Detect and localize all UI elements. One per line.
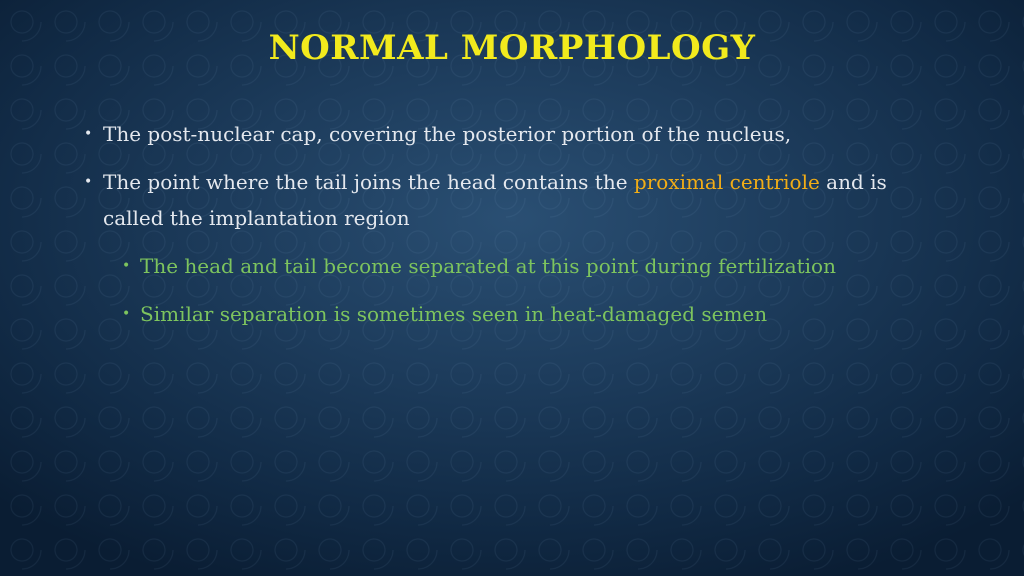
sub-bullet-text: Similar separation is sometimes seen in heat-damaged semen [140,302,768,326]
bullet-item [84,164,940,236]
highlight-term: proximal centriole [633,170,820,194]
slide-title: NORMAL MORPHOLOGY [268,28,756,68]
bullet-dot-icon: • [122,258,131,274]
bullet-text: The post-nuclear cap, covering the posterior portion of the nucleus, [103,122,792,146]
bullet-text-end: and is called the implantation region [103,170,887,230]
bullet-dot-icon: • [122,306,131,322]
bullet-dot-icon: • [84,126,93,142]
sub-bullet-item [84,296,940,332]
sub-bullet-text: The head and tail become separated at this point during fertilization [140,254,836,278]
sub-bullet-item [84,248,940,284]
slide-body [84,116,940,344]
bullet-dot-icon: • [84,174,93,190]
bullet-text-start: The point where the tail joins the head contains the [103,170,634,194]
bullet-item [84,116,940,152]
